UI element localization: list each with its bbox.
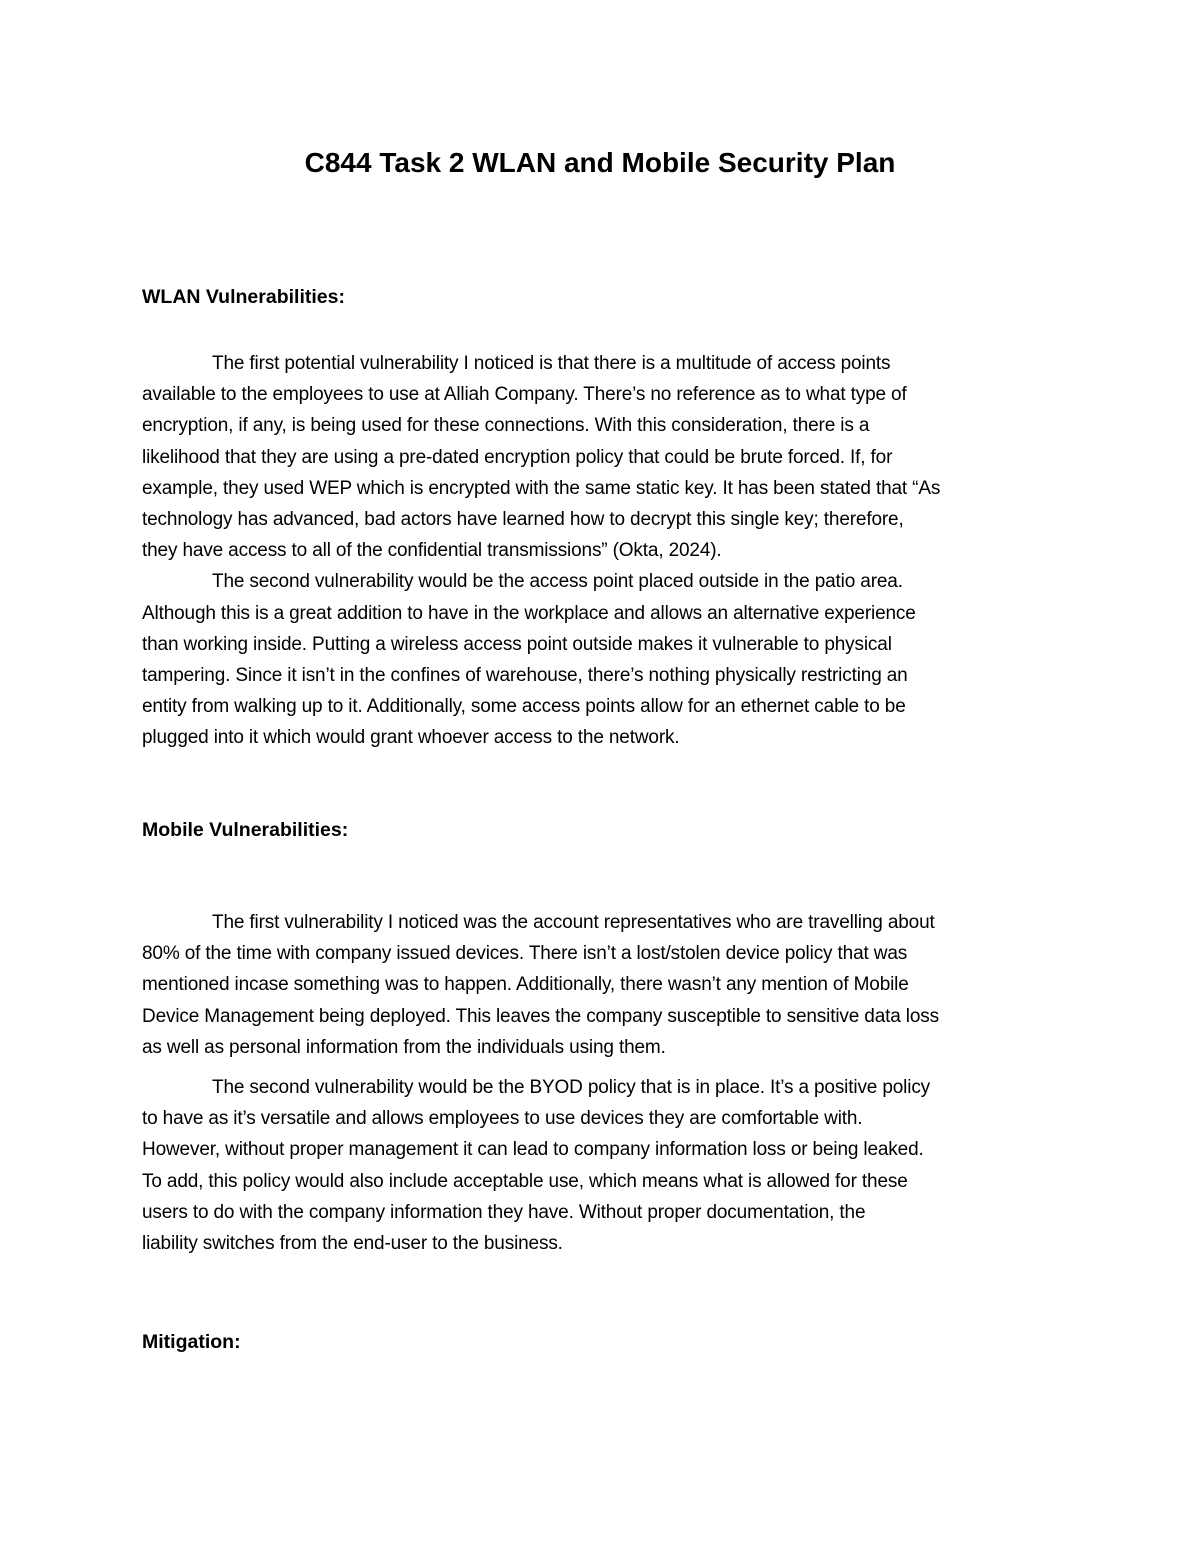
paragraph-line: The second vulnerability would be the BYOD policy that is in place. It’s a positive policy: [212, 1077, 931, 1099]
paragraph-line: plugged into it which would grant whoever access to the network.: [142, 727, 680, 749]
paragraph-line: entity from walking up to it. Additionally, some access points allow for an ethernet cable to be: [142, 696, 906, 718]
paragraph-line: as well as personal information from the individuals using them.: [142, 1036, 666, 1058]
paragraph-line: available to the employees to use at Alliah Company. There’s no reference as to what type of: [142, 384, 907, 406]
mobile-paragraph-1: [142, 907, 1062, 1063]
paragraph-line: technology has advanced, bad actors have learned how to decrypt this single key; therefore,: [142, 509, 904, 531]
paragraph-line: The first potential vulnerability I noticed is that there is a multitude of access points: [212, 353, 891, 374]
paragraph-line: encryption, if any, is being used for these connections. With this consideration, there is a: [142, 415, 870, 437]
paragraph-line: Although this is a great addition to have in the workplace and allows an alternative experience: [142, 602, 916, 624]
paragraph-line: to have as it’s versatile and allows employees to use devices they are comfortable with.: [142, 1108, 863, 1130]
mitigation-heading: Mitigation:: [142, 1331, 241, 1353]
paragraph-line: The first vulnerability I noticed was the account representatives who are travelling about: [212, 912, 935, 933]
paragraph-line: likelihood that they are using a pre-dated encryption policy that could be brute forced. If, for: [142, 446, 893, 468]
paragraph-line: example, they used WEP which is encrypted with the same static key. It has been stated that “As: [142, 477, 941, 499]
document-title: C844 Task 2 WLAN and Mobile Security Plan: [304, 147, 896, 178]
mobile-vulnerabilities-section: [142, 907, 1062, 1259]
paragraph-line: than working inside. Putting a wireless access point outside makes it vulnerable to physical: [142, 633, 892, 655]
paragraph-line: Device Management being deployed. This leaves the company susceptible to sensitive data loss: [142, 1005, 939, 1027]
paragraph-line: 80% of the time with company issued devices. There isn’t a lost/stolen device policy that was: [142, 943, 908, 965]
paragraph-line: liability switches from the end-user to the business.: [142, 1233, 563, 1255]
paragraph-line: To add, this policy would also include acceptable use, which means what is allowed for these: [142, 1170, 908, 1192]
mobile-vulnerabilities-heading: Mobile Vulnerabilities:: [142, 819, 349, 841]
wlan-vulnerabilities-section: [142, 348, 1062, 754]
wlan-paragraph-2: [142, 566, 1062, 753]
wlan-vulnerabilities-heading: WLAN Vulnerabilities:: [142, 286, 345, 308]
paragraph-line: mentioned incase something was to happen. Additionally, there wasn’t any mention of Mobile: [142, 974, 909, 996]
paragraph-line: they have access to all of the confidential transmissions” (Okta, 2024).: [142, 540, 722, 562]
paragraph-line: The second vulnerability would be the access point placed outside in the patio area.: [212, 571, 903, 593]
mobile-paragraph-2: [142, 1072, 1062, 1259]
wlan-paragraph-1: [142, 348, 1062, 566]
paragraph-line: However, without proper management it can lead to company information loss or being leaked.: [142, 1139, 924, 1161]
paragraph-line: tampering. Since it isn’t in the confines of warehouse, there’s nothing physically restricting an: [142, 665, 908, 687]
paragraph-line: users to do with the company information they have. Without proper documentation, the: [142, 1201, 866, 1223]
